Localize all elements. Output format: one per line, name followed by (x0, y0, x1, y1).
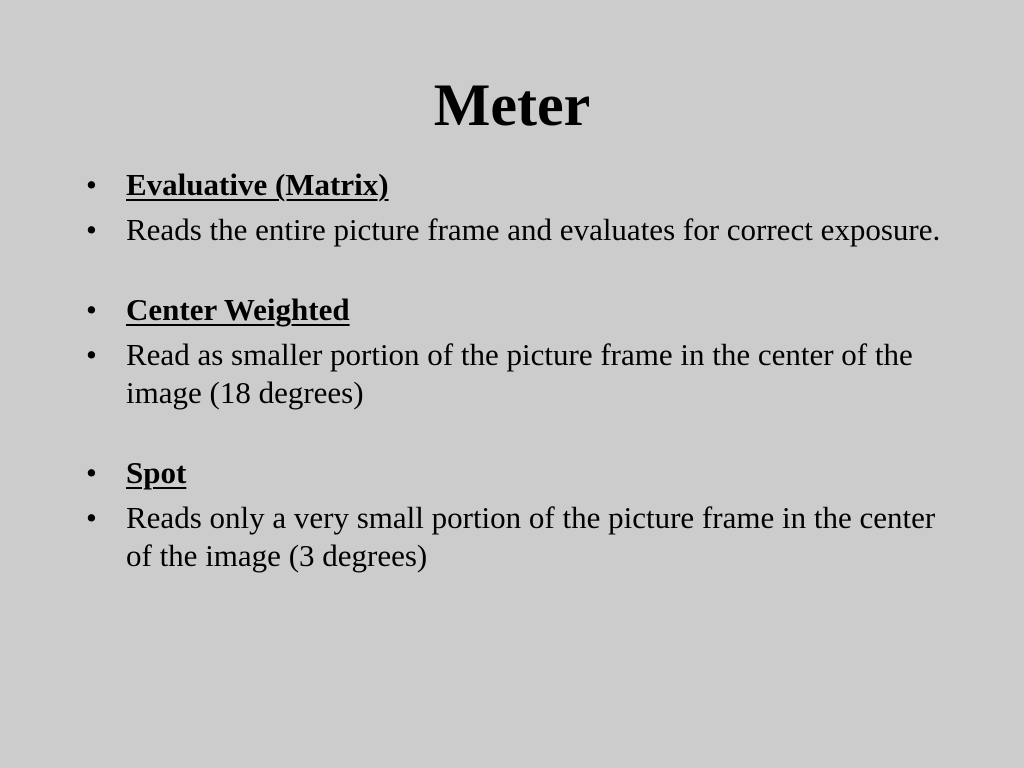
bullet-text: Read as smaller portion of the picture frame in the center of the image (18 degrees) (126, 337, 913, 410)
bullet-text: Reads only a very small portion of the picture frame in the center of the image (3 degrees) (126, 500, 936, 573)
bullet-icon: • (86, 167, 97, 202)
bullet-icon: • (86, 212, 97, 247)
slide-title: Meter (433, 72, 591, 138)
bullet-description-evaluative (80, 211, 960, 249)
bullet-text: Spot (126, 455, 187, 490)
bullet-heading-center-weighted (80, 291, 960, 329)
bullet-text: Reads the entire picture frame and evaluates for correct exposure. (126, 212, 941, 247)
bullet-text: Evaluative (Matrix) (126, 167, 389, 202)
bullet-list (80, 166, 960, 582)
bullet-icon: • (86, 455, 97, 490)
bullet-text: Center Weighted (126, 292, 350, 327)
bullet-icon: • (86, 337, 97, 372)
bullet-icon: • (86, 292, 97, 327)
bullet-description-spot (80, 499, 960, 575)
bullet-icon: • (86, 500, 97, 535)
bullet-description-center-weighted (80, 336, 960, 412)
bullet-heading-spot (80, 454, 960, 492)
bullet-heading-evaluative (80, 166, 960, 204)
